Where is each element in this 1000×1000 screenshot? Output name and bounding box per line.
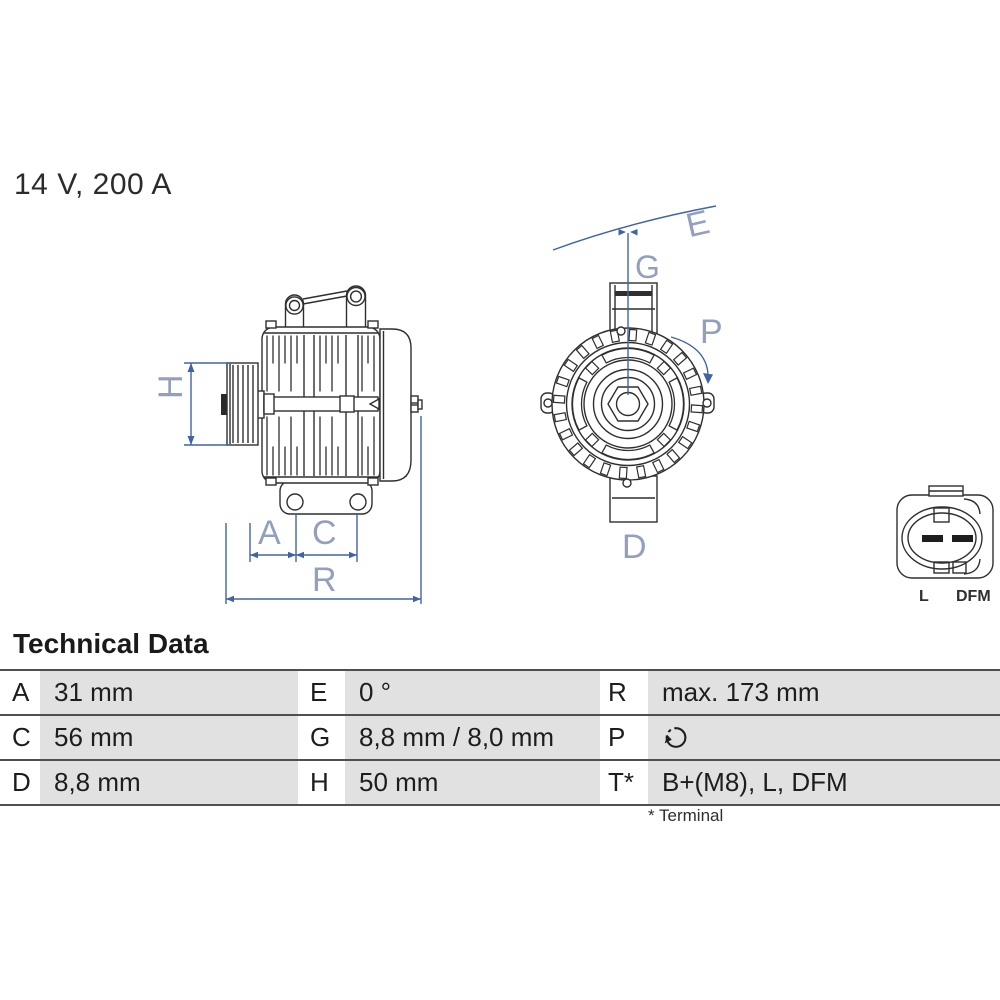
belt-pulley [227, 363, 258, 445]
spec-value-d: 8,8 mm [40, 761, 298, 804]
spec-value-a: 31 mm [40, 671, 298, 714]
alternator-technical-drawing [140, 195, 1000, 625]
connector-label-dfm: DFM [956, 588, 991, 605]
dim-label-p: P [700, 313, 723, 351]
table-row [0, 759, 1000, 806]
spec-value-h: 50 mm [345, 761, 600, 804]
product-rating-title: 14 V, 200 A [14, 168, 172, 201]
dim-label-a: A [258, 514, 281, 552]
dim-label-g: G [635, 249, 660, 285]
dim-label-c: C [312, 514, 337, 552]
spec-value-t: B+(M8), L, DFM [648, 761, 1000, 804]
dim-label-h: H [152, 374, 190, 399]
technical-data-table [0, 669, 1000, 806]
table-row [0, 714, 1000, 759]
spec-key-p: P [600, 722, 648, 753]
spec-value-e: 0 ° [345, 671, 600, 714]
table-row [0, 669, 1000, 714]
spec-key-g: G [298, 722, 345, 753]
spec-value-c: 56 mm [40, 716, 298, 759]
connector-pin-dfm [952, 535, 973, 542]
dim-label-e: E [682, 203, 714, 246]
dim-label-d: D [622, 528, 647, 566]
spec-value-p [648, 716, 1000, 759]
spec-key-e: E [298, 677, 345, 708]
technical-data-heading: Technical Data [13, 628, 209, 659]
spec-key-h: H [298, 767, 345, 798]
rotation-direction-icon [662, 724, 689, 751]
spec-key-r: R [600, 677, 648, 708]
spec-value-g: 8,8 mm / 8,0 mm [345, 716, 600, 759]
terminal-footnote: * Terminal [648, 806, 724, 825]
connector-pin-l [922, 535, 943, 542]
dim-label-r: R [312, 561, 337, 599]
connector-label-l: L [919, 588, 929, 605]
alternator-side-view [221, 286, 422, 514]
spec-key-c: C [0, 722, 40, 753]
b-plus-terminal-stud [411, 396, 418, 403]
plug-connector-diagram [897, 486, 993, 605]
spec-value-r: max. 173 mm [648, 671, 1000, 714]
spec-key-t: T* [600, 767, 648, 798]
spec-key-d: D [0, 767, 40, 798]
spec-key-a: A [0, 677, 40, 708]
